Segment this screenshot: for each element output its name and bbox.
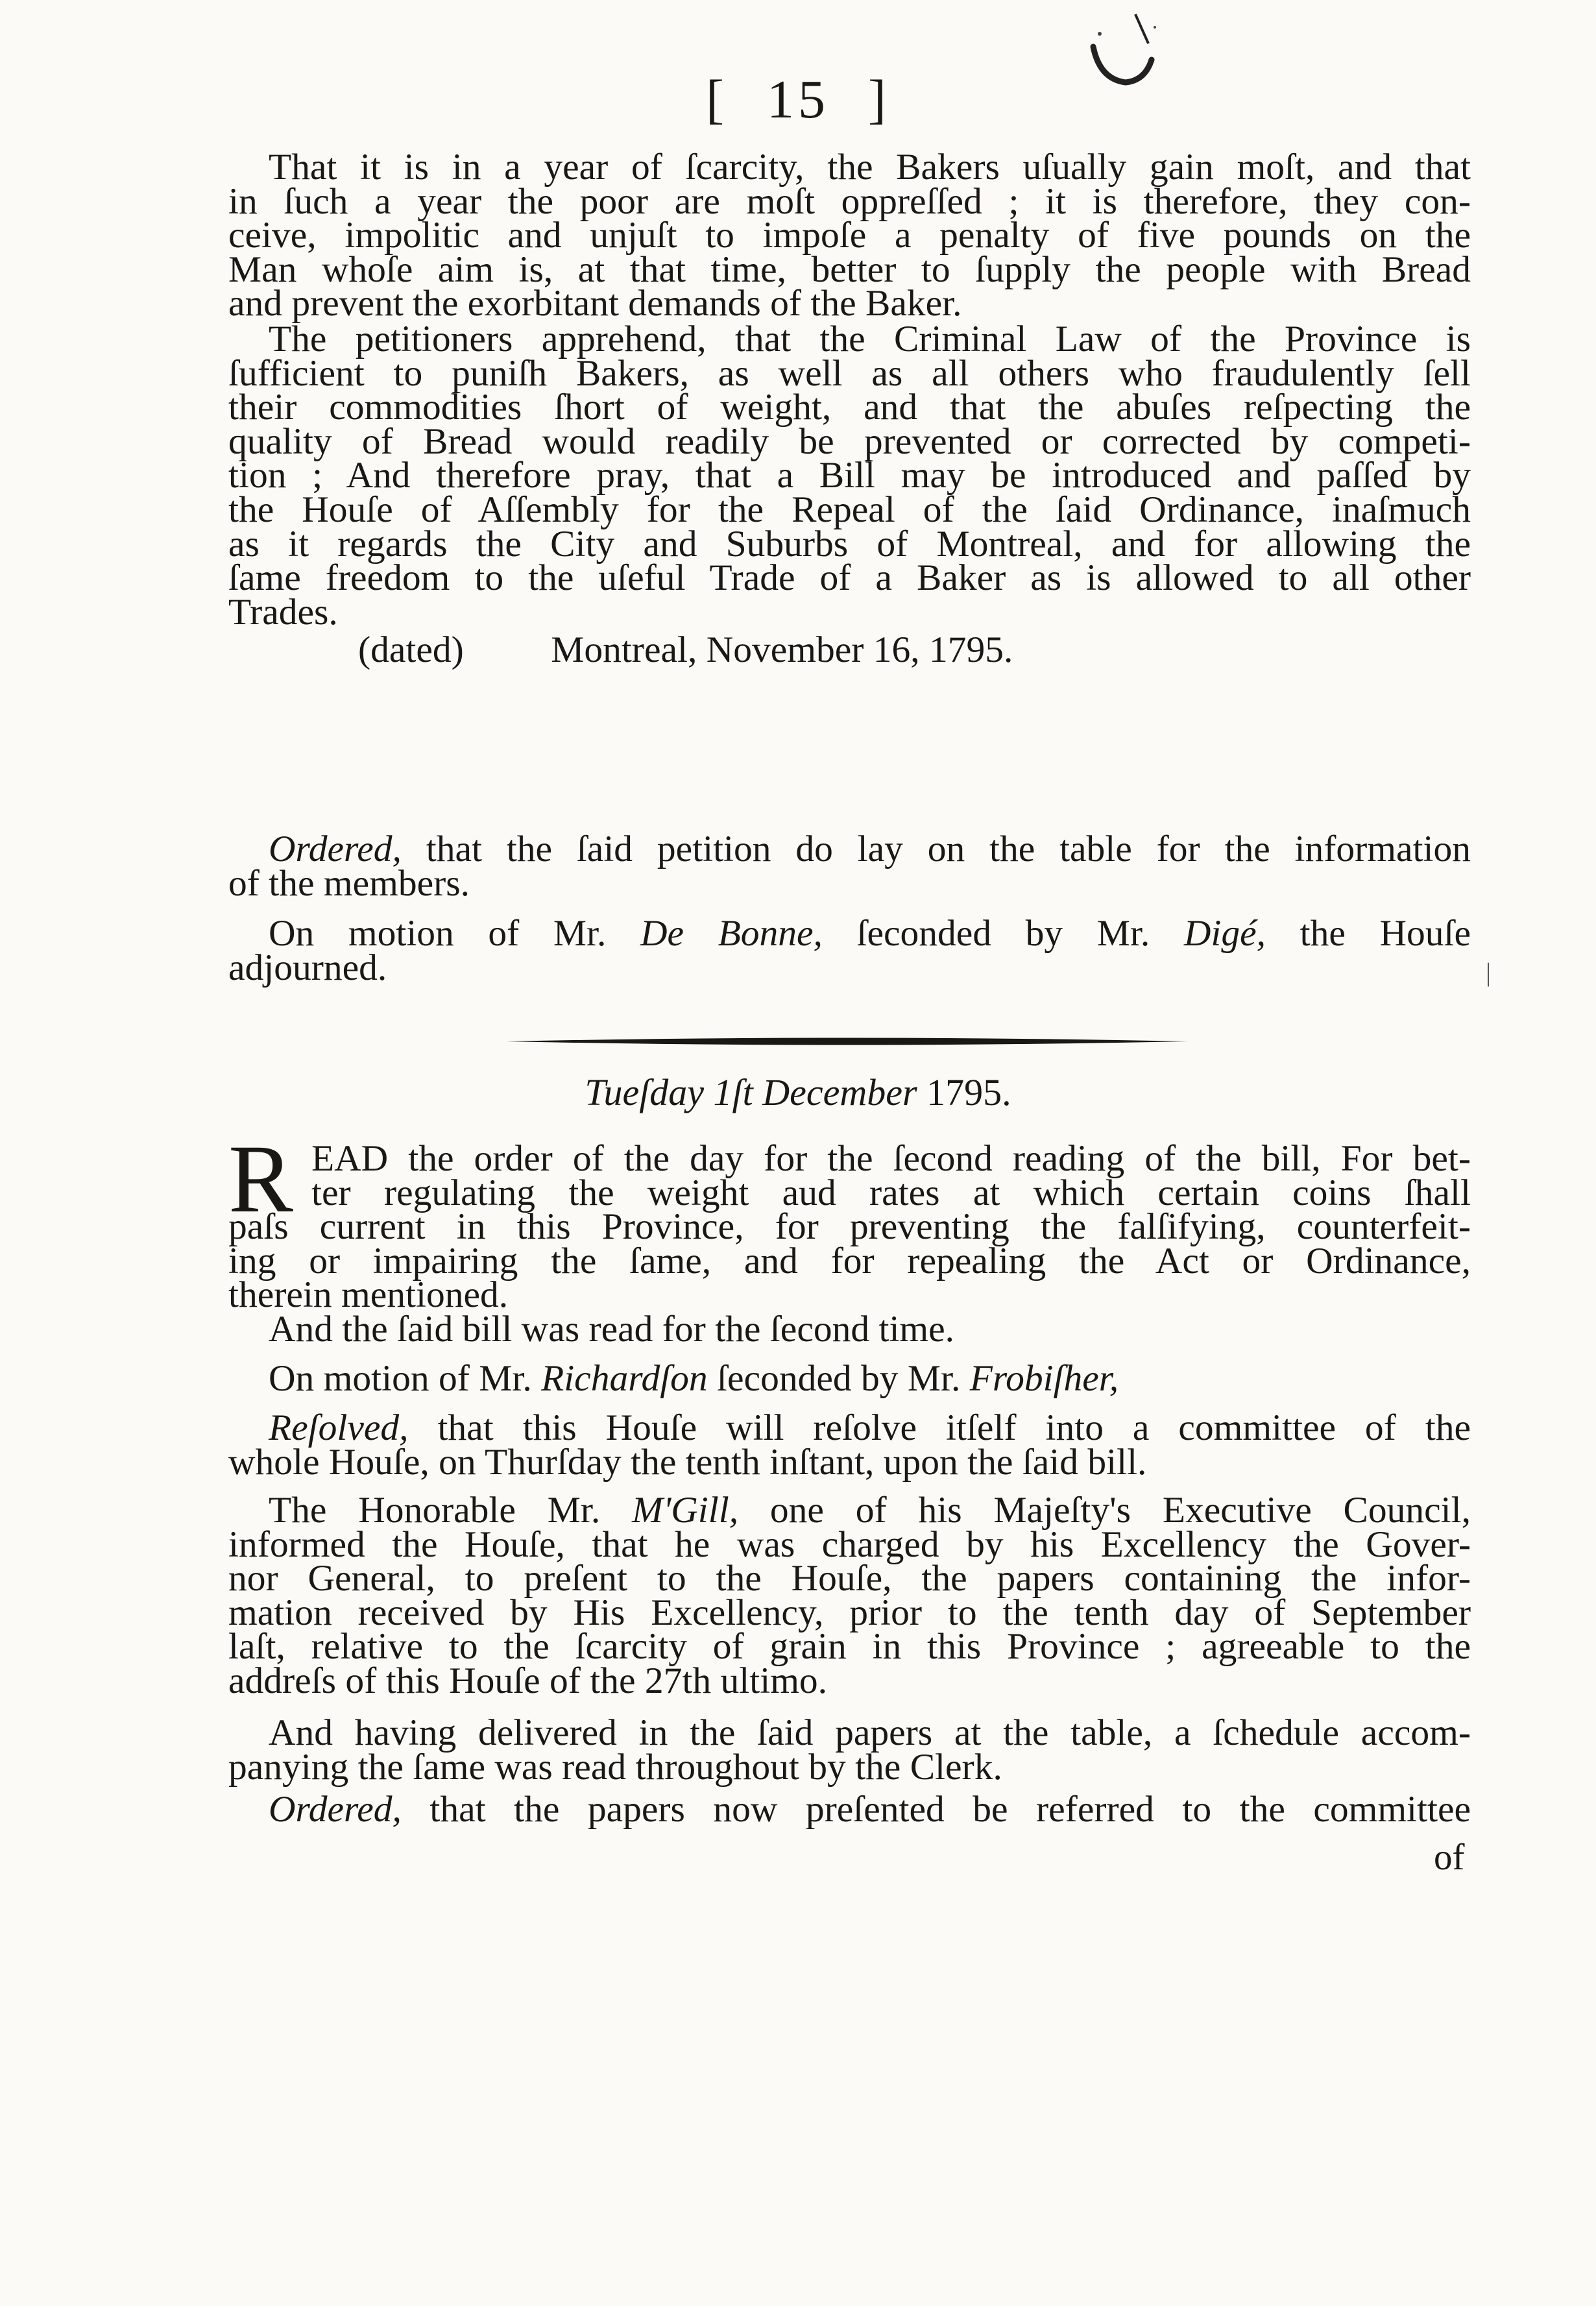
text-line: and prevent the exorbitant demands of the Baker. (228, 283, 962, 324)
text-line: mation received by His Excellency, prior to the tenth day of September (228, 1592, 1471, 1633)
ordered-paragraph-2 (228, 1789, 1471, 1830)
ordered-label: Ordered, (269, 829, 402, 869)
text-line: On motion of Mr. De Bonne, ſeconded by Mr. Digé, the Houſe (269, 913, 1471, 954)
margin-mark: | (1486, 958, 1492, 987)
text-line: nor General, to preſent to the Houſe, the papers containing the infor- (228, 1558, 1471, 1599)
text-line: their commodities ſhort of weight, and that the abuſes reſpecting the (228, 387, 1471, 428)
text-line: Ordered, that the ſaid petition do lay on the table for the information (269, 829, 1471, 869)
text-line: addreſs of this Houſe of the 27th ultimo. (228, 1660, 828, 1701)
text-line: informed the Houſe, that he was charged by his Excellency the Gover- (228, 1523, 1471, 1565)
text-line: ing or impairing the ſame, and for repealing the Act or Ordinance, (228, 1240, 1471, 1281)
mcgill-paragraph (228, 1490, 1471, 1701)
petition-paragraph-1 (228, 147, 1471, 324)
text-line: Ordered, that the papers now preſented be referred to the committee (269, 1789, 1471, 1830)
text-line: therein mentioned. (228, 1274, 509, 1316)
text-line: On motion of Mr. Richardſon ſeconded by Mr. Frobiſher, (269, 1358, 1119, 1399)
text-line: of the members. (228, 862, 470, 904)
text-line: ter regulating the weight aud rates at which certain coins ſhall (311, 1172, 1471, 1213)
second-reading-line (228, 1309, 1471, 1350)
text-line: That it is in a year of ſcarcity, the Bakers uſually gain moſt, and that (269, 147, 1471, 188)
dated-value: Montreal, November 16, 1795. (551, 629, 1013, 671)
motion-paragraph-1 (228, 913, 1471, 988)
text-line: Man whoſe aim is, at that time, better to ſupply the people with Bread (228, 249, 1471, 290)
text-line: panying the ſame was read throughout by the Clerk. (228, 1746, 1002, 1788)
text-line: quality of Bread would readily be prevented or corrected by competi- (228, 420, 1471, 462)
text-line: And having delivered in the ſaid papers at the table, a ſchedule accom- (269, 1712, 1471, 1753)
text-line: as it regards the City and Suburbs of Montreal, and for allowing the (228, 523, 1471, 564)
text-line: tion ; And therefore pray, that a Bill may be introduced and paſſed by (228, 455, 1471, 496)
text-line: ſame freedom to the uſeful Trade of a Baker as is allowed to all other (228, 557, 1471, 599)
ordered-label: Ordered, (269, 1789, 402, 1830)
text-line: Reſolved, that this Houſe will reſolve itſelf into a committee of the (269, 1407, 1471, 1448)
text-line: The petitioners apprehend, that the Criminal Law of the Province is (269, 319, 1471, 359)
text-line: The Honorable Mr. M'Gill, one of his Majeſty's Executive Council, (269, 1490, 1471, 1531)
text-line: ſufficient to puniſh Bakers, as well as all others who fraudulently ſell (228, 352, 1471, 394)
text-line: EAD the order of the day for the ſecond reading of the bill, For bet- (311, 1138, 1471, 1179)
text-line: paſs current in this Province, for preventing the falſifying, counterfeit- (228, 1206, 1471, 1248)
dated-label: (dated) (358, 629, 464, 671)
text-line: whole Houſe, on Thurſday the tenth inſtant, upon the ſaid bill. (228, 1441, 1147, 1483)
read-paragraph (228, 1125, 1471, 1316)
catchword: of (1434, 1837, 1465, 1878)
resolved-label: Reſolved, (269, 1407, 409, 1448)
text-line: the Houſe of Aſſembly for the Repeal of the ſaid Ordinance, inaſmuch (228, 489, 1471, 530)
text-line: Trades. (228, 591, 338, 633)
petition-paragraph-2 (228, 319, 1471, 672)
page-number: [ 15 ] (706, 69, 890, 130)
text-line: laſt, relative to the ſcarcity of grain in this Province ; agreeable to the (228, 1626, 1471, 1668)
delivered-paragraph (228, 1712, 1471, 1788)
section-rule (506, 1037, 1187, 1046)
resolved-paragraph (228, 1407, 1471, 1483)
drop-cap: R (228, 1125, 294, 1233)
ordered-paragraph-1 (228, 829, 1471, 904)
text-line: adjourned. (228, 947, 387, 988)
text-line: ceive, impolitic and unjuſt to impoſe a penalty of five pounds on the (228, 215, 1471, 256)
text-line: in ſuch a year the poor are moſt oppreſſed ; it is therefore, they con- (228, 180, 1471, 222)
motion-paragraph-2 (228, 1358, 1471, 1399)
dated-line (228, 629, 1471, 672)
text-line: And the ſaid bill was read for the ſecond time. (269, 1309, 955, 1350)
session-date-heading: Tueſday 1ſt December 1795. (585, 1071, 1011, 1113)
